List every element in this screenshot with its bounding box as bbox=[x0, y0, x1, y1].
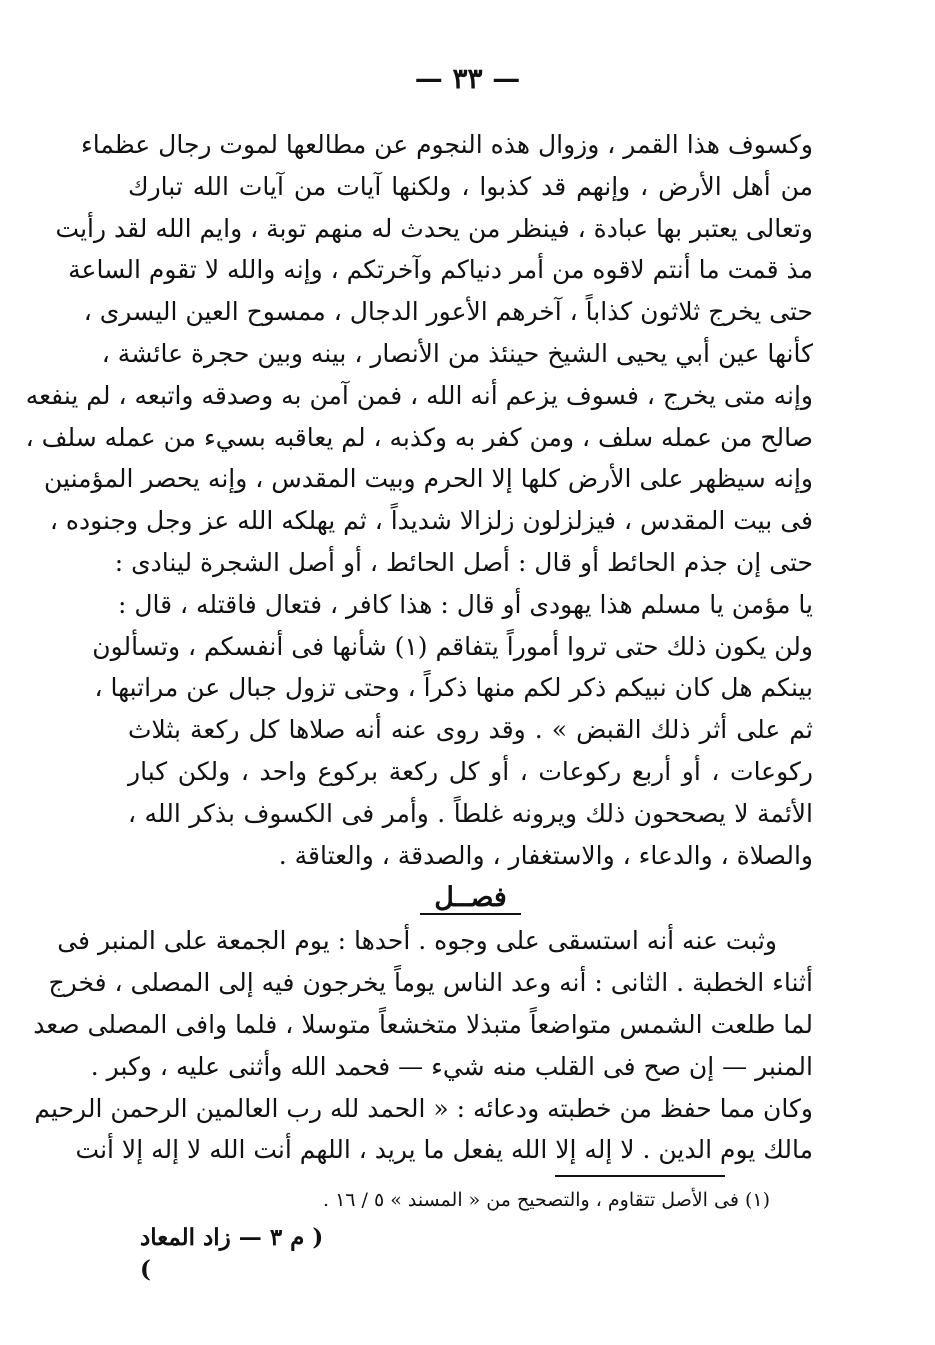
text-line: ولن يكون ذلك حتى تروا أموراً يتفاقم (١) شأنها فى أنفسكم ، وتسألون bbox=[92, 631, 813, 661]
text-line: لما طلعت الشمس متواضعاً متبذلا متخشعاً متوسلا ، فلما وافى المصلى صعد bbox=[33, 1009, 813, 1039]
page-number: — ٣٣ — bbox=[414, 62, 521, 95]
text-line: المنبر — إن صح فى القلب منه شيء — فحمد الله وأثنى عليه ، وكبر . bbox=[90, 1051, 813, 1081]
text-line: الأئمة لا يصححون ذلك ويرونه غلطاً . وأمر فى الكسوف بذكر الله ، bbox=[128, 798, 813, 828]
section-title: فصــل bbox=[420, 882, 521, 915]
text-line: يا مؤمن يا مسلم هذا يهودى أو قال : هذا كافر ، فتعال فاقتله ، قال : bbox=[117, 589, 813, 619]
text-line: وإنه سيظهر على الأرض كلها إلا الحرم وبيت المقدس ، وإنه يحصر المؤمنين bbox=[44, 464, 813, 494]
text-line: وثبت عنه أنه استسقى على وجوه . أحدها : يوم الجمعة على المنبر فى bbox=[57, 926, 777, 956]
section-heading bbox=[128, 876, 813, 920]
text-line: والصلاة ، والدعاء ، والاستغفار ، والصدقة ، والعتاقة . bbox=[278, 840, 813, 870]
text-line: مذ قمت ما أنتم لاقوه من أمر دنياكم وآخرتكم ، وإنه والله لا تقوم الساعة bbox=[68, 255, 813, 285]
text-line: مالك يوم الدين . لا إله إلا الله يفعل ما يريد ، اللهم أنت الله لا إله إلا أنت bbox=[75, 1135, 813, 1165]
body-text bbox=[25, 124, 813, 1171]
text-line: حتى إن جذم الحائط أو قال : أصل الحائط ، أو أصل الشجرة لينادى : bbox=[114, 547, 813, 577]
text-line: وكان مما حفظ من خطبته ودعائه : « الحمد لله رب العالمين الرحمن الرحيم bbox=[34, 1093, 813, 1123]
footnote-divider bbox=[555, 1175, 725, 1177]
text-line: ثم على أثر ذلك القبض » . وقد روى عنه أنه صلاها كل ركعة بثلاث bbox=[128, 715, 813, 745]
text-line: وإنه متى يخرج ، فسوف يزعم أنه الله ، فمن آمن به وصدقه واتبعه ، لم ينفعه bbox=[25, 380, 813, 410]
text-line: حتى يخرج ثلاثون كذاباً ، آخرهم الأعور الدجال ، ممسوح العين اليسرى ، bbox=[83, 297, 813, 327]
text-line: وكسوف هذا القمر ، وزوال هذه النجوم عن مطالعها لموت رجال عظماء bbox=[80, 130, 813, 159]
text-line: فى بيت المقدس ، فيزلزلون زلزالا شديداً ، ثم يهلكه الله عز وجل وجنوده ، bbox=[49, 506, 813, 536]
text-line: أثناء الخطبة . الثانى : أنه وعد الناس يوماً يخرجون فيه إلى المصلى ، فخرج bbox=[48, 968, 813, 998]
footnote: (١) فى الأصل تتقاوم ، والتصحيح من « المسند » ٥ / ١٦ . bbox=[322, 1189, 770, 1211]
text-line: بينكم هل كان نبيكم ذكر لكم منها ذكراً ، وحتى تزول جبال عن مراتبها ، bbox=[94, 673, 813, 703]
text-line: وتعالى يعتبر بها عبادة ، فينظر من يحدث له منهم توبة ، وايم الله لقد رأيت bbox=[55, 213, 813, 243]
text-line: من أهل الأرض ، وإنهم قد كذبوا ، ولكنها آيات من آيات الله تبارك bbox=[128, 171, 813, 201]
text-line: صالح من عمله سلف ، ومن كفر به وكذبه ، لم يعاقبه بسيء من عمله سلف ، bbox=[25, 422, 813, 452]
text-line: كأنها عين أبي يحيى الشيخ حينئذ من الأنصار ، بينه وبين حجرة عائشة ، bbox=[101, 338, 813, 368]
book-signature: ( م ٣ — زاد المعاد ) bbox=[140, 1224, 324, 1283]
text-line: ركوعات ، أو أربع ركوعات ، أو كل ركعة بركوع واحد ، ولكن كبار bbox=[128, 756, 813, 786]
